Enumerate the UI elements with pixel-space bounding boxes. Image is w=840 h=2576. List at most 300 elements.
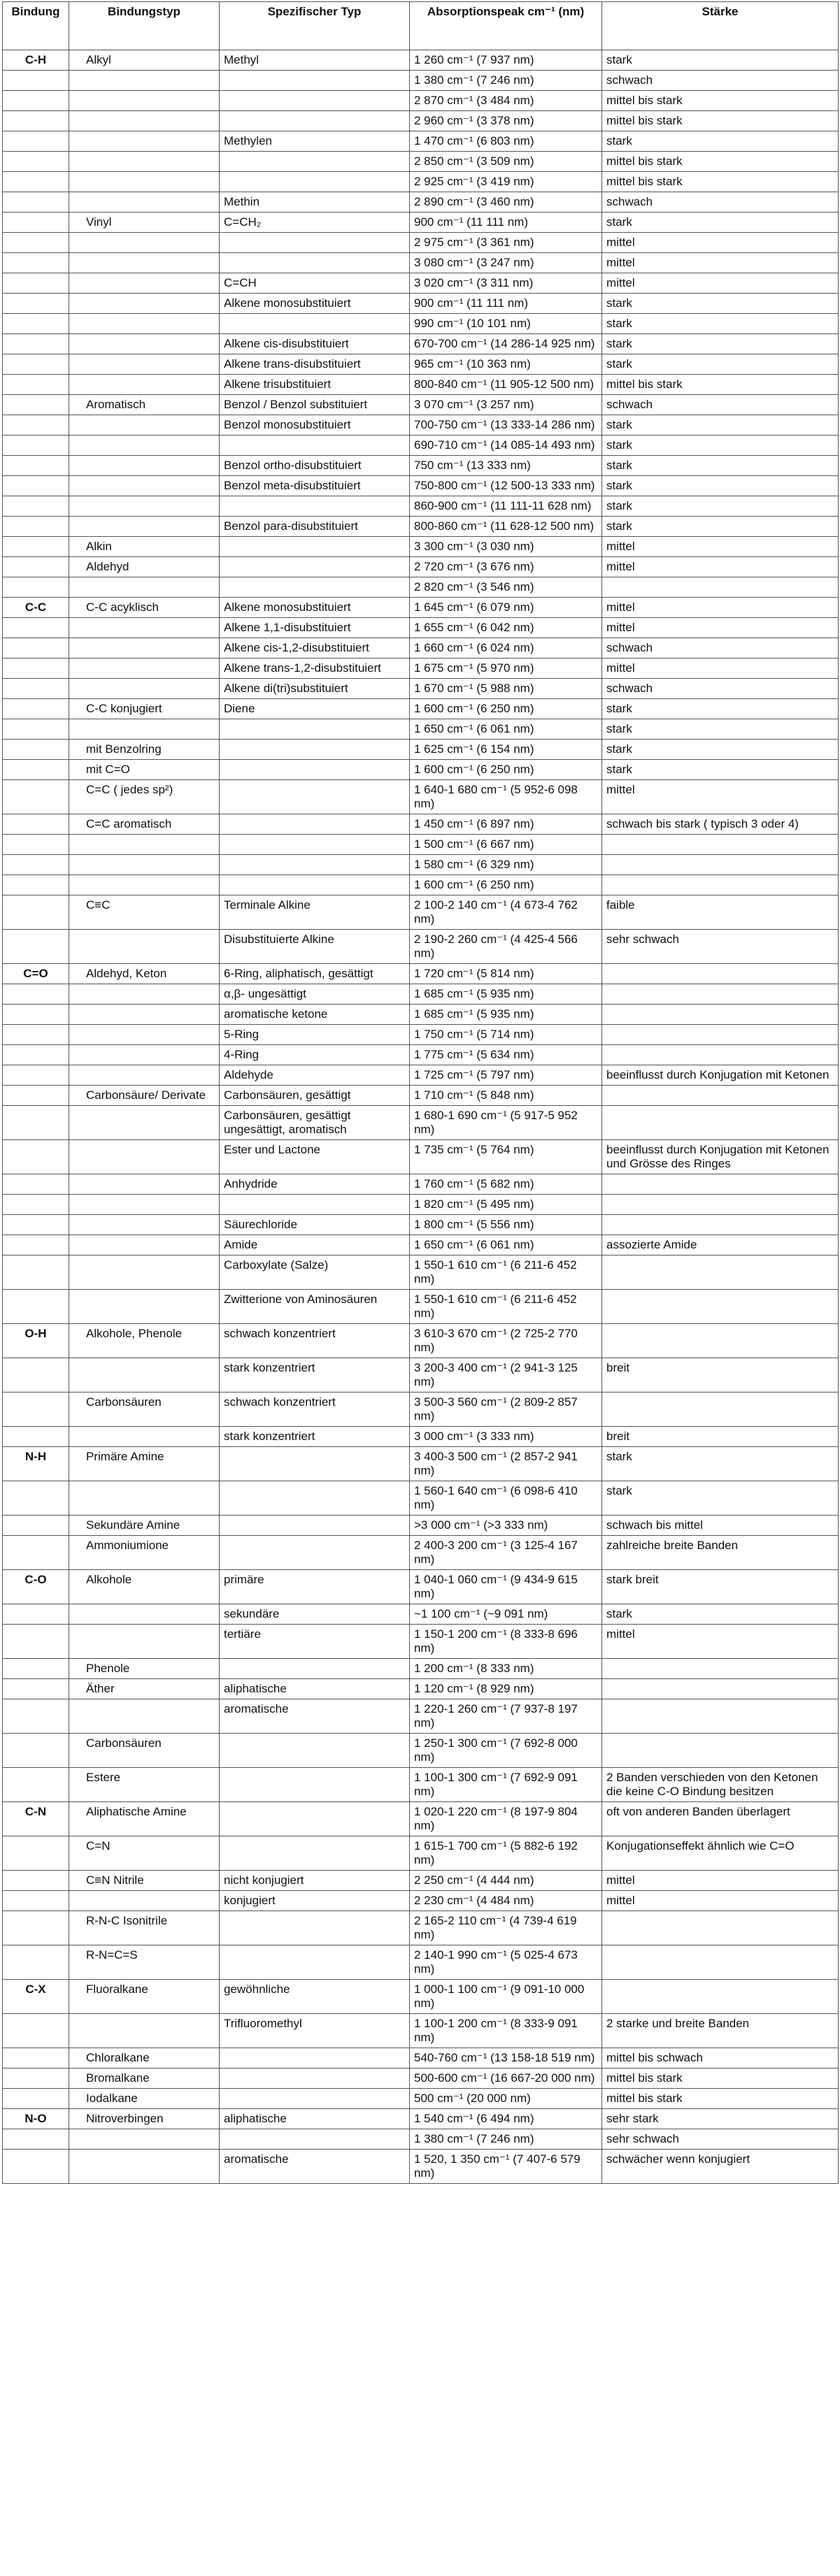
specific-type-cell [220,1481,410,1516]
table-row [3,1447,839,1481]
bond-cell [3,1679,69,1699]
strength-cell [602,1911,839,1945]
bond-type-cell: Sekundäre Amine [69,1516,220,1536]
table-row [3,875,839,895]
bond-cell [3,679,69,699]
specific-type-cell: Diene [220,699,410,719]
strength-cell: stark [602,334,839,354]
bond-type-cell [69,1625,220,1659]
table-row [3,1255,839,1290]
bond-cell [3,476,69,496]
bond-cell [3,537,69,557]
table-row [3,1911,839,1945]
specific-type-cell: Benzol monosubstituiert [220,415,410,436]
absorption-peak-cell: 1 040-1 060 cm⁻¹ (9 434-9 615 nm) [410,1570,602,1604]
table-body [3,50,839,2184]
specific-type-cell: Alkene trans-disubstituiert [220,354,410,375]
absorption-peak-cell: 700-750 cm⁻¹ (13 333-14 286 nm) [410,415,602,436]
header-strength: Stärke [602,2,839,50]
bond-cell [3,111,69,131]
bond-type-cell [69,1699,220,1734]
strength-cell [602,1106,839,1140]
table-row [3,2014,839,2048]
strength-cell: stark [602,1447,839,1481]
strength-cell: schwach [602,638,839,659]
bond-cell [3,1699,69,1734]
strength-cell: mittel bis stark [602,2089,839,2109]
bond-type-cell [69,375,220,395]
table-row [3,1290,839,1324]
bond-cell [3,152,69,172]
table-row [3,294,839,314]
bond-type-cell: Aldehyd [69,557,220,577]
strength-cell: mittel bis stark [602,375,839,395]
absorption-peak-cell: 2 230 cm⁻¹ (4 484 nm) [410,1891,602,1911]
strength-cell: stark [602,456,839,476]
strength-cell: stark [602,719,839,740]
specific-type-cell: stark konzentriert [220,1427,410,1447]
strength-cell [602,1734,839,1768]
specific-type-cell [220,233,410,253]
table-row [3,50,839,71]
bond-cell [3,1358,69,1393]
specific-type-cell [220,91,410,111]
table-row [3,111,839,131]
bond-cell: N-H [3,1447,69,1481]
bond-type-cell: C-C konjugiert [69,699,220,719]
bond-type-cell: Ammoniumione [69,1536,220,1570]
specific-type-cell: nicht konjugiert [220,1871,410,1891]
bond-type-cell: C=C aromatisch [69,814,220,835]
bond-type-cell [69,1358,220,1393]
bond-type-cell: R-N-C Isonitrile [69,1911,220,1945]
strength-cell [602,1980,839,2014]
strength-cell: mittel [602,1625,839,1659]
strength-cell [602,1045,839,1065]
bond-cell [3,760,69,780]
table-row [3,835,839,855]
absorption-peak-cell: 2 140-1 990 cm⁻¹ (5 025-4 673 nm) [410,1945,602,1980]
specific-type-cell: schwach konzentriert [220,1393,410,1427]
absorption-peak-cell: 2 890 cm⁻¹ (3 460 nm) [410,192,602,213]
bond-type-cell [69,334,220,354]
bond-cell [3,1235,69,1255]
absorption-peak-cell: 1 600 cm⁻¹ (6 250 nm) [410,875,602,895]
specific-type-cell [220,1516,410,1536]
absorption-peak-cell: 670-700 cm⁻¹ (14 286-14 925 nm) [410,334,602,354]
bond-cell [3,659,69,679]
specific-type-cell: aromatische ketone [220,1005,410,1025]
specific-type-cell [220,1659,410,1679]
table-row [3,192,839,213]
bond-cell [3,1625,69,1659]
bond-type-cell [69,719,220,740]
table-row [3,91,839,111]
bond-type-cell [69,577,220,598]
bond-cell [3,1891,69,1911]
specific-type-cell [220,1945,410,1980]
strength-cell: 2 Banden verschieden von den Ketonen die keine C-O Bindung besitzen [602,1768,839,1802]
strength-cell: mittel [602,659,839,679]
bond-type-cell: Iodalkane [69,2089,220,2109]
absorption-peak-cell: 1 250-1 300 cm⁻¹ (7 692-8 000 nm) [410,1734,602,1768]
bond-type-cell [69,638,220,659]
table-row [3,2068,839,2089]
specific-type-cell: sekundäre [220,1604,410,1625]
strength-cell: beeinflusst durch Konjugation mit Ketonen und Grösse des Ringes [602,1140,839,1174]
absorption-peak-cell: 1 685 cm⁻¹ (5 935 nm) [410,1005,602,1025]
specific-type-cell: C=CH₂ [220,213,410,233]
table-row [3,1699,839,1734]
bond-type-cell: C≡C [69,895,220,930]
strength-cell: oft von anderen Banden überlagert [602,1802,839,1836]
bond-type-cell [69,517,220,537]
header-absorption-peak: Absorptionspeak cm⁻¹ (nm) [410,2,602,50]
absorption-peak-cell: 1 380 cm⁻¹ (7 246 nm) [410,2129,602,2150]
bond-type-cell [69,1604,220,1625]
bond-type-cell: Äther [69,1679,220,1699]
specific-type-cell [220,780,410,814]
bond-cell [3,638,69,659]
bond-cell [3,375,69,395]
bond-cell [3,1911,69,1945]
table-row [3,780,839,814]
table-row [3,930,839,964]
table-row [3,638,839,659]
absorption-peak-cell: 2 100-2 140 cm⁻¹ (4 673-4 762 nm) [410,895,602,930]
absorption-peak-cell: 1 000-1 100 cm⁻¹ (9 091-10 000 nm) [410,1980,602,2014]
bond-type-cell [69,2150,220,2184]
specific-type-cell: Aldehyde [220,1065,410,1086]
strength-cell: stark [602,760,839,780]
absorption-peak-cell: 3 070 cm⁻¹ (3 257 nm) [410,395,602,415]
bond-cell [3,2129,69,2150]
bond-type-cell [69,314,220,334]
table-row [3,1734,839,1768]
table-row [3,1659,839,1679]
table-row [3,395,839,415]
strength-cell: schwach bis stark ( typisch 3 oder 4) [602,814,839,835]
strength-cell [602,1679,839,1699]
specific-type-cell: Trifluoromethyl [220,2014,410,2048]
specific-type-cell: Benzol ortho-disubstituiert [220,456,410,476]
absorption-peak-cell: 1 600 cm⁻¹ (6 250 nm) [410,699,602,719]
specific-type-cell [220,2089,410,2109]
bond-type-cell [69,1140,220,1174]
bond-cell [3,1604,69,1625]
strength-cell [602,1659,839,1679]
bond-type-cell [69,1174,220,1195]
bond-type-cell [69,1290,220,1324]
strength-cell: assozierte Amide [602,1235,839,1255]
strength-cell: schwach bis mittel [602,1516,839,1536]
specific-type-cell: 5-Ring [220,1025,410,1045]
table-header-row [3,2,839,50]
bond-type-cell [69,456,220,476]
bond-type-cell [69,659,220,679]
bond-cell [3,699,69,719]
bond-cell: N-O [3,2109,69,2129]
bond-cell [3,1481,69,1516]
table-row [3,436,839,456]
table-row [3,679,839,699]
bond-cell [3,618,69,638]
bond-cell [3,577,69,598]
bond-cell [3,835,69,855]
strength-cell: beeinflusst durch Konjugation mit Ketonen [602,1065,839,1086]
table-row [3,2150,839,2184]
absorption-peak-cell: 3 080 cm⁻¹ (3 247 nm) [410,253,602,273]
absorption-peak-cell: 1 600 cm⁻¹ (6 250 nm) [410,760,602,780]
strength-cell: breit [602,1427,839,1447]
absorption-peak-cell: 750-800 cm⁻¹ (12 500-13 333 nm) [410,476,602,496]
table-row [3,814,839,835]
absorption-peak-cell: 860-900 cm⁻¹ (11 111-11 628 nm) [410,496,602,517]
table-row [3,172,839,192]
strength-cell: zahlreiche breite Banden [602,1536,839,1570]
bond-cell: C=O [3,964,69,984]
specific-type-cell: primäre [220,1570,410,1604]
table-row [3,354,839,375]
bond-type-cell: mit C=O [69,760,220,780]
absorption-peak-cell: 1 625 cm⁻¹ (6 154 nm) [410,740,602,760]
table-row [3,1106,839,1140]
absorption-peak-cell: 2 850 cm⁻¹ (3 509 nm) [410,152,602,172]
table-row [3,1174,839,1195]
specific-type-cell: Disubstituierte Alkine [220,930,410,964]
bond-type-cell: mit Benzolring [69,740,220,760]
strength-cell: Konjugationseffekt ähnlich wie C=O [602,1836,839,1871]
bond-cell [3,855,69,875]
absorption-peak-cell: 2 870 cm⁻¹ (3 484 nm) [410,91,602,111]
absorption-peak-cell: 1 720 cm⁻¹ (5 814 nm) [410,964,602,984]
specific-type-cell: C=CH [220,273,410,294]
strength-cell: mittel [602,233,839,253]
absorption-peak-cell: 800-860 cm⁻¹ (11 628-12 500 nm) [410,517,602,537]
specific-type-cell: Methylen [220,131,410,152]
bond-type-cell: Aliphatische Amine [69,1802,220,1836]
table-row [3,233,839,253]
table-row [3,2129,839,2150]
bond-cell [3,1536,69,1570]
specific-type-cell: Benzol meta-disubstituiert [220,476,410,496]
absorption-peak-cell: 3 500-3 560 cm⁻¹ (2 809-2 857 nm) [410,1393,602,1427]
bond-cell [3,273,69,294]
bond-cell [3,1255,69,1290]
strength-cell: mittel [602,557,839,577]
absorption-peak-cell: 965 cm⁻¹ (10 363 nm) [410,354,602,375]
absorption-peak-cell: 1 220-1 260 cm⁻¹ (7 937-8 197 nm) [410,1699,602,1734]
bond-cell [3,1768,69,1802]
bond-type-cell [69,1195,220,1215]
bond-type-cell: Vinyl [69,213,220,233]
specific-type-cell [220,577,410,598]
bond-type-cell [69,1255,220,1290]
bond-type-cell [69,1065,220,1086]
bond-cell [3,456,69,476]
strength-cell [602,984,839,1005]
table-row [3,577,839,598]
specific-type-cell [220,172,410,192]
strength-cell: mittel bis stark [602,152,839,172]
strength-cell [602,855,839,875]
table-row [3,253,839,273]
bond-cell [3,2014,69,2048]
bond-cell: O-H [3,1324,69,1358]
specific-type-cell [220,314,410,334]
bond-cell: C-O [3,1570,69,1604]
bond-type-cell: Fluoralkane [69,1980,220,2014]
specific-type-cell: aliphatische [220,1679,410,1699]
bond-type-cell [69,496,220,517]
bond-cell [3,719,69,740]
table-row [3,537,839,557]
strength-cell: stark breit [602,1570,839,1604]
bond-cell [3,91,69,111]
bond-type-cell [69,618,220,638]
strength-cell: stark [602,354,839,375]
bond-type-cell [69,930,220,964]
absorption-peak-cell: 1 470 cm⁻¹ (6 803 nm) [410,131,602,152]
strength-cell: mittel [602,618,839,638]
bond-cell [3,1290,69,1324]
table-row [3,1871,839,1891]
bond-type-cell [69,294,220,314]
specific-type-cell: Alkene di(tri)substituiert [220,679,410,699]
table-row [3,760,839,780]
bond-cell [3,780,69,814]
strength-cell: breit [602,1358,839,1393]
strength-cell: mittel [602,537,839,557]
absorption-peak-cell: 1 120 cm⁻¹ (8 929 nm) [410,1679,602,1699]
specific-type-cell [220,1734,410,1768]
strength-cell: stark [602,314,839,334]
bond-type-cell [69,152,220,172]
specific-type-cell [220,2068,410,2089]
specific-type-cell: α,β- ungesättigt [220,984,410,1005]
table-row [3,1768,839,1802]
strength-cell: schwächer wenn konjugiert [602,2150,839,2184]
absorption-peak-cell: 3 020 cm⁻¹ (3 311 nm) [410,273,602,294]
bond-type-cell: Bromalkane [69,2068,220,2089]
bond-type-cell: Carbonsäuren [69,1734,220,1768]
bond-cell: C-N [3,1802,69,1836]
bond-cell [3,1836,69,1871]
bond-cell [3,334,69,354]
table-row [3,1481,839,1516]
bond-cell [3,172,69,192]
specific-type-cell: Ester und Lactone [220,1140,410,1174]
table-row [3,964,839,984]
strength-cell: stark [602,436,839,456]
strength-cell: faible [602,895,839,930]
absorption-peak-cell: 750 cm⁻¹ (13 333 nm) [410,456,602,476]
table-row [3,1945,839,1980]
bond-type-cell [69,436,220,456]
bond-type-cell: Alkin [69,537,220,557]
strength-cell: stark [602,131,839,152]
absorption-peak-cell: 1 260 cm⁻¹ (7 937 nm) [410,50,602,71]
bond-cell [3,395,69,415]
bond-type-cell: Carbonsäuren [69,1393,220,1427]
table-row [3,1625,839,1659]
strength-cell [602,1290,839,1324]
absorption-peak-cell: 1 660 cm⁻¹ (6 024 nm) [410,638,602,659]
strength-cell: stark [602,740,839,760]
bond-type-cell: Aromatisch [69,395,220,415]
bond-cell [3,192,69,213]
specific-type-cell: Säurechloride [220,1215,410,1235]
bond-cell [3,2089,69,2109]
table-row [3,496,839,517]
bond-cell [3,895,69,930]
strength-cell: stark [602,496,839,517]
table-row [3,375,839,395]
absorption-peak-cell: 1 560-1 640 cm⁻¹ (6 098-6 410 nm) [410,1481,602,1516]
strength-cell [602,1086,839,1106]
specific-type-cell: Benzol para-disubstituiert [220,517,410,537]
specific-type-cell [220,71,410,91]
bond-type-cell [69,91,220,111]
specific-type-cell: Carbonsäuren, gesättigt [220,1086,410,1106]
bond-cell [3,436,69,456]
absorption-peak-cell: 2 975 cm⁻¹ (3 361 nm) [410,233,602,253]
specific-type-cell [220,1447,410,1481]
absorption-peak-cell: 2 925 cm⁻¹ (3 419 nm) [410,172,602,192]
table-row [3,1393,839,1427]
table-row [3,334,839,354]
strength-cell: schwach [602,679,839,699]
table-row [3,1980,839,2014]
absorption-peak-cell: 2 250 cm⁻¹ (4 444 nm) [410,1871,602,1891]
specific-type-cell: Alkene cis-disubstituiert [220,334,410,354]
strength-cell [602,1005,839,1025]
bond-type-cell [69,253,220,273]
bond-cell [3,1516,69,1536]
absorption-peak-cell: 900 cm⁻¹ (11 111 nm) [410,294,602,314]
specific-type-cell: Benzol / Benzol substituiert [220,395,410,415]
absorption-peak-cell: 1 655 cm⁻¹ (6 042 nm) [410,618,602,638]
specific-type-cell: Alkene trisubstituiert [220,375,410,395]
specific-type-cell [220,760,410,780]
absorption-peak-cell: 1 520, 1 350 cm⁻¹ (7 407-6 579 nm) [410,2150,602,2184]
absorption-peak-cell: 540-760 cm⁻¹ (13 158-18 519 nm) [410,2048,602,2068]
bond-cell [3,1025,69,1045]
table-row [3,1570,839,1604]
table-row [3,1215,839,1235]
bond-cell [3,1393,69,1427]
absorption-peak-cell: 1 800 cm⁻¹ (5 556 nm) [410,1215,602,1235]
absorption-peak-cell: 2 720 cm⁻¹ (3 676 nm) [410,557,602,577]
bond-type-cell [69,855,220,875]
bond-cell [3,875,69,895]
specific-type-cell: Anhydride [220,1174,410,1195]
strength-cell: sehr schwach [602,930,839,964]
header-bond-type: Bindungstyp [69,2,220,50]
absorption-peak-cell: 1 450 cm⁻¹ (6 897 nm) [410,814,602,835]
bond-cell [3,2150,69,2184]
absorption-peak-cell: 1 675 cm⁻¹ (5 970 nm) [410,659,602,679]
specific-type-cell [220,814,410,835]
table-row [3,1679,839,1699]
absorption-peak-cell: 1 710 cm⁻¹ (5 848 nm) [410,1086,602,1106]
specific-type-cell: Amide [220,1235,410,1255]
absorption-peak-cell: 800-840 cm⁻¹ (11 905-12 500 nm) [410,375,602,395]
absorption-peak-cell: 1 735 cm⁻¹ (5 764 nm) [410,1140,602,1174]
bond-type-cell [69,71,220,91]
bond-type-cell [69,1045,220,1065]
specific-type-cell: Terminale Alkine [220,895,410,930]
